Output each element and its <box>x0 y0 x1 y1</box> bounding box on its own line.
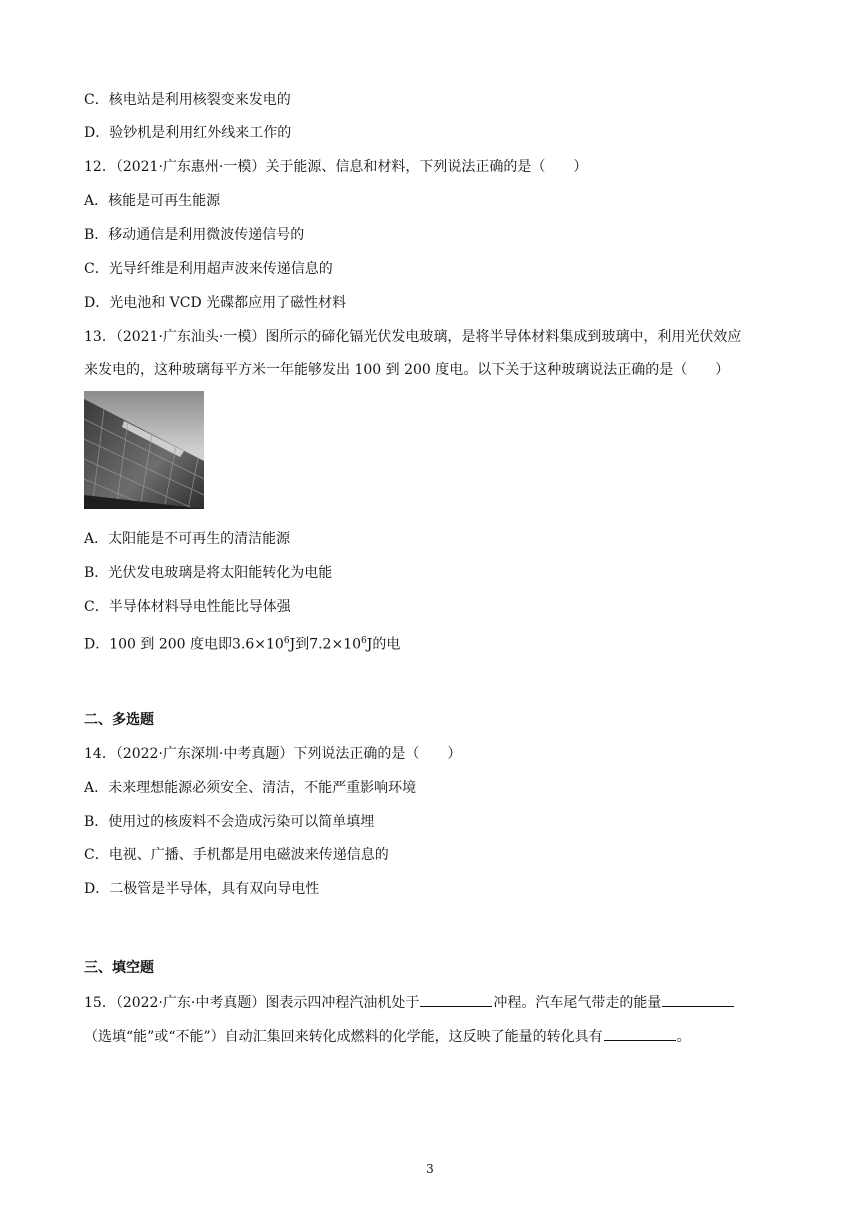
solar-glass-photo <box>84 391 204 509</box>
q13-option-a: A．太阳能是不可再生的清洁能源 <box>84 531 291 547</box>
q13-option-b: B．光伏发电玻璃是将太阳能转化为电能 <box>84 565 333 581</box>
q15-text-part3: （选填“能”或“不能”）自动汇集回来转化成燃料的化学能，这反映了能量的转化具有 <box>84 1029 603 1045</box>
section-title-fill-in: 三、填空题 <box>84 960 154 976</box>
q14-option-a: A．未来理想能源必须安全、清洁，不能严重影响环境 <box>84 780 417 796</box>
q13-option-d-value2: 7.2×10 <box>309 636 362 653</box>
q13-option-d-unit1: J <box>289 636 296 653</box>
q13-option-d <box>84 632 400 654</box>
section-title-multiple-choice: 二、多选题 <box>84 712 154 728</box>
q15-line1 <box>84 993 735 1012</box>
q13-stem-line1: 13．（2021·广东汕头·一模）图所示的碲化镉光伏发电玻璃，是将半导体材料集成到玻璃中，利用光伏效应 <box>84 329 742 345</box>
q15-text-part4: 。 <box>676 1029 691 1045</box>
q12-option-c: C．光导纤维是利用超声波来传递信息的 <box>84 261 333 277</box>
q15-line2 <box>84 1027 691 1046</box>
q13-option-d-value1: 3.6×10 <box>232 636 284 653</box>
q13-option-c: C．半导体材料导电性能比导体强 <box>84 599 291 615</box>
q14-stem: 14．（2022·广东深圳·中考真题）下列说法正确的是（ ） <box>84 746 462 762</box>
q13-option-d-unit2: J <box>366 636 373 653</box>
q14-option-c: C．电视、广播、手机都是用电磁波来传递信息的 <box>84 847 389 863</box>
answer-blank-2[interactable] <box>662 993 734 1007</box>
q13-stem-line2: 来发电的，这种玻璃每平方米一年能够发出 100 到 200 度电。以下关于这种玻璃说法正确的是（ ） <box>84 362 730 378</box>
page-number: 3 <box>426 1162 434 1176</box>
q11-option-d: D．验钞机是利用红外线来工作的 <box>84 125 292 141</box>
q14-option-d: D．二极管是半导体，具有双向导电性 <box>84 881 320 897</box>
q13-option-d-prefix: D．100 到 200 度电即 <box>84 636 233 653</box>
q14-option-b: B．使用过的核废料不会造成污染可以简单填埋 <box>84 814 375 830</box>
q12-stem: 12．（2021·广东惠州·一模）关于能源、信息和材料，下列说法正确的是（ ） <box>84 159 588 175</box>
q11-option-c: C．核电站是利用核裂变来发电的 <box>84 92 291 108</box>
q12-option-b: B．移动通信是利用微波传递信号的 <box>84 227 305 243</box>
q12-option-a: A．核能是可再生能源 <box>84 193 221 209</box>
q13-option-d-mid: 到 <box>295 636 310 653</box>
q13-option-d-exp2: 6 <box>361 636 367 646</box>
q15-text-part1: 15．（2022·广东·中考真题）图表示四冲程汽油机处于 <box>84 995 420 1011</box>
q12-option-d: D．光电池和 VCD 光碟都应用了磁性材料 <box>84 295 347 311</box>
answer-blank-1[interactable] <box>420 993 492 1007</box>
q13-option-d-suffix: 的电 <box>372 636 401 653</box>
q13-option-d-exp1: 6 <box>283 636 290 646</box>
answer-blank-3[interactable] <box>604 1027 676 1041</box>
q15-text-part2: 冲程。汽车尾气带走的能量 <box>493 995 662 1011</box>
